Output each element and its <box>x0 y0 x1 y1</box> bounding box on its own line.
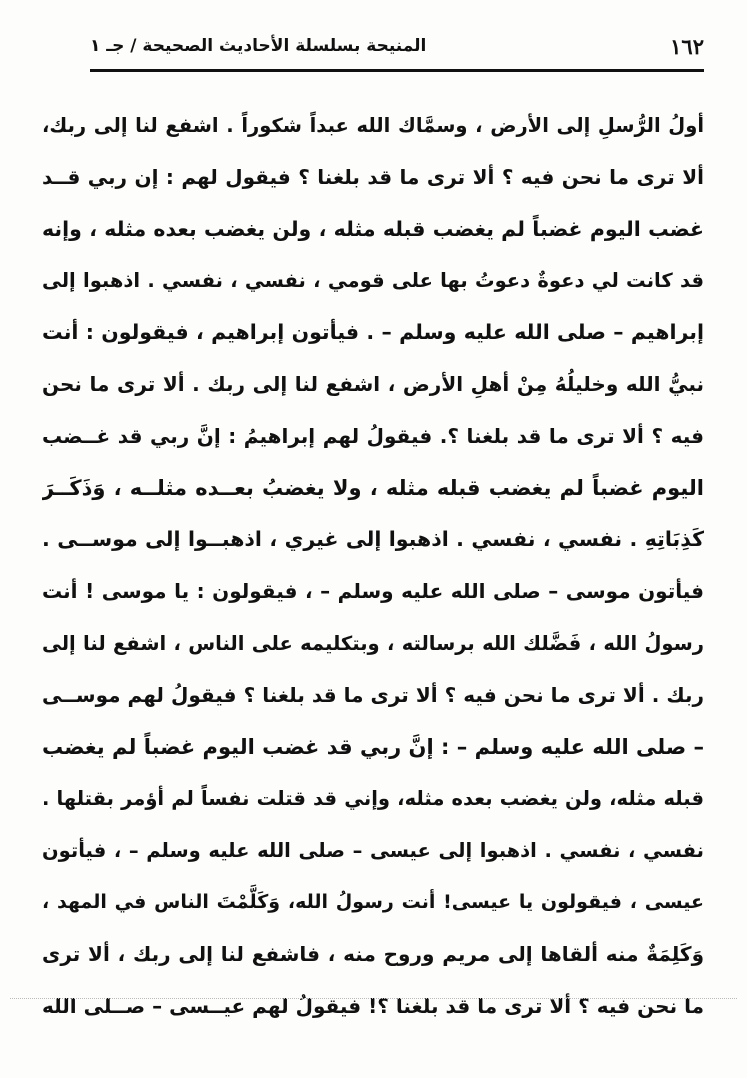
text-line: غضب اليوم غضباً لم يغضب قبله مثله ، ولن يغضب بعده مثله ، وإنه <box>42 216 704 241</box>
text-line: إبراهيم – صلى الله عليه وسلم – . فيأتون إبراهيم ، فيقولون : أنت <box>42 320 704 345</box>
text-line: قد كانت لي دعوةٌ دعوتُ بها على قومي ، نفسي ، نفسي . اذهبوا إلى <box>42 269 704 293</box>
text-line: فيأتون موسى – صلى الله عليه وسلم – ، فيقولون : يا موسى ! أنت <box>42 579 704 604</box>
text-line: اليوم غضباً لم يغضب قبله مثله ، ولا يغضبُ بعــده مثلــه ، وَذَكَــرَ <box>42 475 704 500</box>
text-line: عيسى ، فيقولون يا عيسى! أنت رسولُ الله، وَكَلَّمْتَ الناس في المهد ، <box>42 890 704 913</box>
text-line: قبله مثله، ولن يغضب بعده مثله، وإني قد قتلت نفساً لم أؤمر بقتلها . <box>42 787 704 811</box>
page-header <box>90 30 704 68</box>
header-divider <box>90 69 704 72</box>
text-line: نفسي ، نفسي . اذهبوا إلى عيسى – صلى الله عليه وسلم – ، فيأتون <box>42 839 704 863</box>
running-title: المنيحة بسلسلة الأحاديث الصحيحة / جـ ١ <box>90 36 427 56</box>
main-text <box>42 100 704 1032</box>
text-line: كَذِبَاتِهِ . نفسي ، نفسي . اذهبوا إلى غيري ، اذهبــوا إلى موســى . <box>42 527 704 552</box>
text-line: نبيُّ الله وخليلُهُ مِنْ أهلِ الأرض ، اشفع لنا إلى ربك . ألا ترى ما نحن <box>42 371 704 396</box>
text-line: ما نحن فيه ؟ ألا ترى ما قد بلغنا ؟! فيقولُ لهم عيــسى – صــلى الله <box>42 993 704 1018</box>
text-line: فيه ؟ ألا ترى ما قد بلغنا ؟. فيقولُ لهم إبراهيمُ : إنَّ ربي قد غــضب <box>42 423 704 448</box>
text-line: ربك . ألا ترى ما نحن فيه ؟ ألا ترى ما قد بلغنا ؟ فيقولُ لهم موســى <box>42 682 704 707</box>
page-bottom-edge <box>10 998 737 1000</box>
text-line: – صلى الله عليه وسلم – : إنَّ ربي قد غضب اليوم غضباً لم يغضب <box>42 734 704 759</box>
text-line: رسولُ الله ، فَضَّلك الله برسالته ، وبتكليمه على الناس ، اشفع لنا إلى <box>42 631 704 655</box>
page-number: ١٦٢ <box>670 34 704 59</box>
text-line: ألا ترى ما نحن فيه ؟ ألا ترى ما قد بلغنا ؟ فيقول لهم : إن ربي قــد <box>42 164 704 189</box>
text-line: وَكَلِمَةٌ منه ألقاها إلى مريم وروح منه ، فاشفع لنا إلى ربك ، ألا ترى <box>42 941 704 966</box>
text-line: أولُ الرُّسلِ إلى الأرض ، وسمَّاك الله عبداً شكوراً . اشفع لنا إلى ربك، <box>42 114 704 137</box>
